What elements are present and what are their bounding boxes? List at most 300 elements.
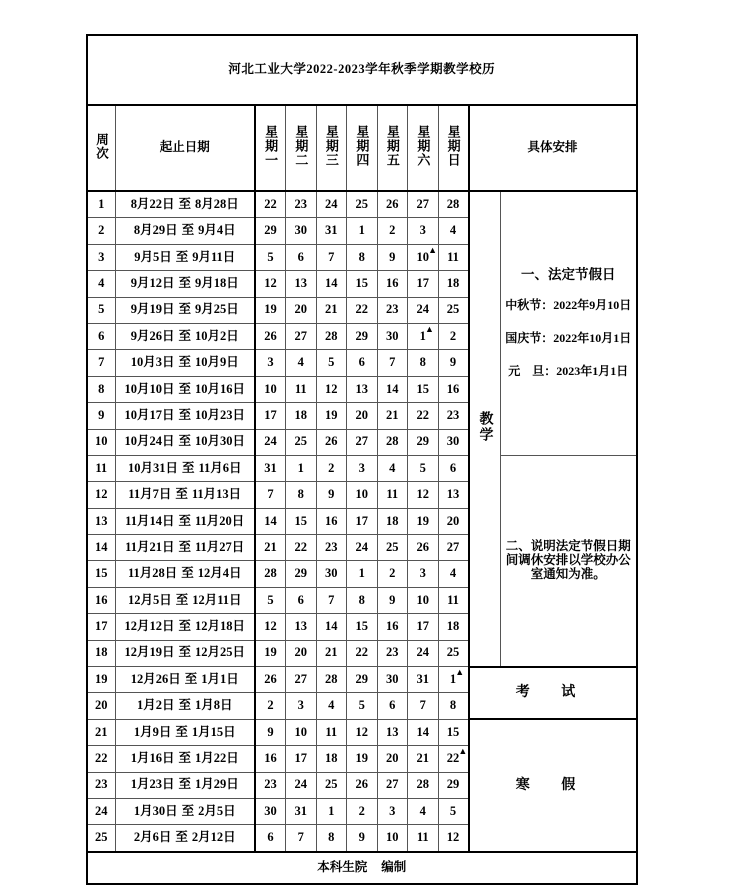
day-cell: 17 (286, 746, 317, 772)
day-cell: 23 (286, 191, 317, 218)
day-cell: 8 (408, 350, 439, 376)
date-range: 9月12日 至 9月18日 (115, 271, 255, 297)
day-cell: 26 (255, 323, 286, 349)
week-number: 25 (87, 825, 115, 852)
day-cell: 26 (316, 429, 347, 455)
between-label: 至 (178, 777, 191, 792)
day-cell: 12 (255, 271, 286, 297)
day-cell: 6 (377, 693, 408, 719)
day-cell: 11 (316, 719, 347, 745)
between-label: 至 (178, 196, 191, 211)
day-cell: 7 (316, 244, 347, 270)
day-cell: 3 (408, 218, 439, 244)
day-cell: 4 (408, 798, 439, 824)
day-cell: 23 (438, 403, 469, 429)
week-number: 14 (87, 535, 115, 561)
day-cell: 28 (408, 772, 439, 798)
date-range: 1月16日 至 1月22日 (115, 746, 255, 772)
day-cell: 16 (377, 614, 408, 640)
day-cell: 14 (377, 376, 408, 402)
day-cell: 26 (408, 535, 439, 561)
day-cell: 22 (408, 403, 439, 429)
day-cell: 19 (347, 746, 378, 772)
day-cell: 3 (377, 798, 408, 824)
day-cell: 31 (408, 667, 439, 693)
between-label: 至 (178, 275, 191, 290)
week-number: 2 (87, 218, 115, 244)
day-cell: 1 (316, 798, 347, 824)
date-range: 9月5日 至 9月11日 (115, 244, 255, 270)
day-cell: 24 (408, 640, 439, 666)
day-cell: 7 (316, 587, 347, 613)
day-cell: 3 (255, 350, 286, 376)
table-row (87, 719, 637, 745)
between-label: 至 (178, 539, 191, 554)
date-range: 10月24日 至 10月30日 (115, 429, 255, 455)
day-cell: 13 (286, 614, 317, 640)
day-cell: 25 (438, 297, 469, 323)
header-weekday-thu (347, 105, 378, 191)
day-cell: 30 (255, 798, 286, 824)
day-cell: 12 (316, 376, 347, 402)
day-cell: 31 (255, 455, 286, 481)
exam-period-label: 考 试 (515, 685, 590, 701)
date-range: 11月14日 至 11月20日 (115, 508, 255, 534)
between-label: 至 (175, 724, 188, 739)
day-cell: 5 (408, 455, 439, 481)
day-cell: 21 (316, 640, 347, 666)
day-cell: 9 (316, 482, 347, 508)
day-cell: 8 (438, 693, 469, 719)
holiday-marker-icon: ▲ (455, 666, 465, 677)
day-cell: 5 (316, 350, 347, 376)
day-cell: 10 (255, 376, 286, 402)
day-cell: 15 (438, 719, 469, 745)
day-cell: 11 (377, 482, 408, 508)
day-cell: 30 (286, 218, 317, 244)
notes-legal-holidays (501, 191, 637, 455)
day-cell: 13 (377, 719, 408, 745)
day-cell: 28 (255, 561, 286, 587)
between-label: 至 (178, 302, 191, 317)
day-cell: 23 (377, 297, 408, 323)
day-cell: 2 (347, 798, 378, 824)
day-cell: 7 (286, 825, 317, 852)
date-range: 9月26日 至 10月2日 (115, 323, 255, 349)
day-cell: 21 (316, 297, 347, 323)
day-cell: 5 (438, 798, 469, 824)
footer-cell (87, 852, 637, 884)
day-cell: 23 (255, 772, 286, 798)
day-cell: 20 (438, 508, 469, 534)
day-cell: 14 (316, 271, 347, 297)
between-label: 至 (175, 830, 188, 845)
header-weekday-mon (255, 105, 286, 191)
day-cell: 17 (408, 614, 439, 640)
week-number: 4 (87, 271, 115, 297)
exam-period-cell (469, 667, 637, 720)
between-label: 至 (178, 513, 191, 528)
week-number: 5 (87, 297, 115, 323)
between-label: 至 (175, 487, 188, 502)
day-cell: 25 (438, 640, 469, 666)
between-label: 至 (181, 460, 195, 475)
day-cell: 22 (347, 640, 378, 666)
day-cell: 25 (347, 191, 378, 218)
day-cell (438, 667, 469, 693)
week-number: 23 (87, 772, 115, 798)
day-cell: 25 (377, 535, 408, 561)
day-cell: 2 (255, 693, 286, 719)
header-arrangement: 具体安排 (469, 105, 637, 191)
table-row (87, 455, 637, 481)
date-range: 8月22日 至 8月28日 (115, 191, 255, 218)
day-cell: 3 (286, 693, 317, 719)
day-cell: 23 (377, 640, 408, 666)
day-cell: 9 (347, 825, 378, 852)
day-cell: 6 (255, 825, 286, 852)
day-cell: 18 (438, 614, 469, 640)
day-cell: 24 (286, 772, 317, 798)
week-number: 22 (87, 746, 115, 772)
day-cell: 22 (286, 535, 317, 561)
between-label: 至 (178, 407, 191, 422)
table-row (87, 667, 637, 693)
header-week-no-label: 周次 (94, 132, 109, 160)
between-label: 至 (178, 619, 191, 634)
between-label: 至 (175, 249, 189, 264)
footer-row (87, 852, 637, 884)
day-cell: 2 (377, 561, 408, 587)
header-weekday-wed (316, 105, 347, 191)
day-cell: 29 (347, 323, 378, 349)
date-range: 9月19日 至 9月25日 (115, 297, 255, 323)
date-range: 1月30日 至 2月5日 (115, 798, 255, 824)
day-cell: 28 (377, 429, 408, 455)
day-cell: 24 (347, 535, 378, 561)
day-cell: 18 (286, 403, 317, 429)
day-cell: 7 (377, 350, 408, 376)
day-cell: 23 (316, 535, 347, 561)
day-cell: 14 (316, 614, 347, 640)
day-cell: 16 (255, 746, 286, 772)
week-number: 19 (87, 667, 115, 693)
week-number: 13 (87, 508, 115, 534)
day-cell: 8 (286, 482, 317, 508)
day-cell: 30 (316, 561, 347, 587)
footer-compiled: 编制 (381, 859, 407, 874)
day-cell: 12 (408, 482, 439, 508)
header-week-no (87, 105, 115, 191)
day-cell: 1 (347, 218, 378, 244)
day-cell: 24 (255, 429, 286, 455)
day-cell: 9 (377, 587, 408, 613)
holiday-note-item: 国庆节：2022年10月1日 (505, 331, 632, 346)
notes-explanation (501, 455, 637, 666)
day-cell: 16 (438, 376, 469, 402)
week-number: 12 (87, 482, 115, 508)
day-cell: 29 (438, 772, 469, 798)
header-weekday-sun (438, 105, 469, 191)
between-label: 至 (178, 355, 191, 370)
notes-heading-explanation: 二、说明 (505, 539, 556, 554)
day-cell: 18 (438, 271, 469, 297)
day-cell: 2 (316, 455, 347, 481)
weekday-thu-label: 星期四 (354, 125, 370, 168)
day-cell: 27 (286, 323, 317, 349)
week-number: 21 (87, 719, 115, 745)
day-cell: 26 (377, 191, 408, 218)
day-cell: 29 (408, 429, 439, 455)
holiday-note-item: 中秋节：2022年9月10日 (505, 298, 632, 313)
academic-calendar (86, 34, 637, 885)
day-cell: 15 (408, 376, 439, 402)
day-cell: 15 (347, 271, 378, 297)
day-cell: 3 (408, 561, 439, 587)
day-cell: 20 (377, 746, 408, 772)
day-cell: 20 (286, 640, 317, 666)
between-label: 至 (181, 223, 195, 238)
between-label: 至 (178, 751, 191, 766)
header-weekday-fri (377, 105, 408, 191)
date-range: 11月28日 至 12月4日 (115, 561, 255, 587)
date-range: 1月9日 至 1月15日 (115, 719, 255, 745)
day-cell: 26 (347, 772, 378, 798)
weekday-fri-label: 星期五 (384, 125, 400, 168)
day-cell: 19 (316, 403, 347, 429)
week-number: 15 (87, 561, 115, 587)
day-cell: 10 (347, 482, 378, 508)
date-range: 8月29日 至 9月4日 (115, 218, 255, 244)
day-cell: 2 (377, 218, 408, 244)
day-cell: 12 (347, 719, 378, 745)
day-cell: 25 (286, 429, 317, 455)
day-cell: 13 (347, 376, 378, 402)
day-cell: 8 (316, 825, 347, 852)
day-cell: 13 (438, 482, 469, 508)
day-cell: 29 (255, 218, 286, 244)
between-label: 至 (178, 381, 191, 396)
page-title: 河北工业大学2022-2023学年秋季学期教学校历 (87, 35, 637, 105)
day-cell: 2 (438, 323, 469, 349)
day-cell: 16 (316, 508, 347, 534)
day-cell: 28 (316, 323, 347, 349)
day-cell: 10 (377, 825, 408, 852)
day-cell (408, 323, 439, 349)
day-cell (408, 244, 439, 270)
between-label: 至 (181, 566, 194, 581)
day-cell: 4 (286, 350, 317, 376)
day-cell: 1 (347, 561, 378, 587)
day-cell: 3 (347, 455, 378, 481)
day-cell: 27 (408, 191, 439, 218)
day-cell: 18 (316, 746, 347, 772)
day-cell: 10 (286, 719, 317, 745)
date-range: 1月23日 至 1月29日 (115, 772, 255, 798)
day-cell: 27 (438, 535, 469, 561)
day-cell: 27 (286, 667, 317, 693)
week-number: 24 (87, 798, 115, 824)
date-range: 10月10日 至 10月16日 (115, 376, 255, 402)
week-number: 9 (87, 403, 115, 429)
between-label: 至 (175, 592, 189, 607)
date-range: 1月2日 至 1月8日 (115, 693, 255, 719)
day-cell: 26 (255, 667, 286, 693)
week-number: 1 (87, 191, 115, 218)
day-cell: 6 (347, 350, 378, 376)
day-cell: 9 (255, 719, 286, 745)
header-weekday-sat (408, 105, 439, 191)
date-range: 12月5日 至 12月11日 (115, 587, 255, 613)
day-cell: 4 (438, 218, 469, 244)
day-cell: 19 (255, 297, 286, 323)
day-cell: 10 (408, 587, 439, 613)
week-number: 18 (87, 640, 115, 666)
week-number: 8 (87, 376, 115, 402)
day-cell: 16 (377, 271, 408, 297)
holiday-day: 22 ▲ (446, 746, 468, 766)
day-cell: 13 (286, 271, 317, 297)
day-cell (438, 746, 469, 772)
day-cell: 20 (347, 403, 378, 429)
holiday-marker-icon: ▲ (424, 323, 434, 334)
day-cell: 5 (255, 587, 286, 613)
day-cell: 22 (347, 297, 378, 323)
day-cell: 21 (255, 535, 286, 561)
day-cell: 15 (347, 614, 378, 640)
holiday-marker-icon: ▲ (458, 746, 468, 757)
holiday-day: 1 ▲ (419, 323, 434, 343)
date-range: 11月7日 至 11月13日 (115, 482, 255, 508)
date-range: 10月17日 至 10月23日 (115, 403, 255, 429)
between-label: 至 (178, 328, 191, 343)
title-row (87, 35, 637, 105)
holiday-day: 1 ▲ (449, 666, 465, 686)
winter-break-label: 寒 假 (515, 777, 590, 793)
day-cell: 27 (377, 772, 408, 798)
day-cell: 12 (438, 825, 469, 852)
day-cell: 14 (408, 719, 439, 745)
teaching-period-text: 教学 (477, 410, 493, 443)
day-cell: 19 (408, 508, 439, 534)
date-range: 10月3日 至 10月9日 (115, 350, 255, 376)
day-cell: 30 (377, 667, 408, 693)
date-range: 11月21日 至 11月27日 (115, 535, 255, 561)
day-cell: 8 (347, 244, 378, 270)
day-cell: 24 (316, 191, 347, 218)
day-cell: 11 (438, 244, 469, 270)
day-cell: 30 (377, 323, 408, 349)
day-cell: 22 (255, 191, 286, 218)
day-cell: 11 (438, 587, 469, 613)
day-cell: 4 (316, 693, 347, 719)
day-cell: 9 (438, 350, 469, 376)
date-range: 12月12日 至 12月18日 (115, 614, 255, 640)
weekday-wed-label: 星期三 (323, 125, 339, 168)
weekday-sat-label: 星期六 (415, 125, 431, 168)
week-number: 6 (87, 323, 115, 349)
day-cell: 31 (316, 218, 347, 244)
day-cell: 4 (377, 455, 408, 481)
holiday-marker-icon: ▲ (428, 244, 437, 255)
day-cell: 30 (438, 429, 469, 455)
day-cell: 15 (286, 508, 317, 534)
week-number: 11 (87, 455, 115, 481)
notes-heading-holidays: 一、法定节假日 (521, 267, 616, 283)
between-label: 至 (181, 803, 195, 818)
day-cell: 11 (286, 376, 317, 402)
day-cell: 6 (286, 244, 317, 270)
between-label: 至 (184, 671, 198, 686)
day-cell: 5 (255, 244, 286, 270)
day-cell: 17 (347, 508, 378, 534)
date-range: 12月26日 至 1月1日 (115, 667, 255, 693)
holiday-day: 10 ▲ (416, 244, 437, 264)
day-cell: 31 (286, 798, 317, 824)
day-cell: 20 (286, 297, 317, 323)
week-number: 20 (87, 693, 115, 719)
calendar-table (86, 34, 638, 885)
day-cell: 8 (347, 587, 378, 613)
day-cell: 1 (286, 455, 317, 481)
week-number: 10 (87, 429, 115, 455)
winter-break-cell (469, 719, 637, 851)
day-cell: 21 (408, 746, 439, 772)
holiday-note-item: 元 旦：2023年1月1日 (508, 364, 629, 379)
notes-explanation-body: 法定节假日期间调休安排以学校办公室通知为准。 (505, 539, 631, 581)
header-date-range: 起止日期 (115, 105, 255, 191)
day-cell: 19 (255, 640, 286, 666)
day-cell: 4 (438, 561, 469, 587)
day-cell: 7 (408, 693, 439, 719)
day-cell: 17 (255, 403, 286, 429)
day-cell: 24 (408, 297, 439, 323)
day-cell: 17 (408, 271, 439, 297)
footer-department: 本科生院 (317, 859, 368, 874)
day-cell: 12 (255, 614, 286, 640)
weekday-sun-label: 星期日 (445, 125, 461, 168)
day-cell: 6 (286, 587, 317, 613)
weekday-mon-label: 星期一 (263, 125, 279, 168)
day-cell: 7 (255, 482, 286, 508)
day-cell: 28 (438, 191, 469, 218)
table-row (87, 191, 637, 218)
week-number: 16 (87, 587, 115, 613)
day-cell: 11 (408, 825, 439, 852)
day-cell: 18 (377, 508, 408, 534)
weekday-tue-label: 星期二 (293, 125, 309, 168)
day-cell: 14 (255, 508, 286, 534)
week-number: 7 (87, 350, 115, 376)
day-cell: 6 (438, 455, 469, 481)
date-range: 2月6日 至 2月12日 (115, 825, 255, 852)
week-number: 17 (87, 614, 115, 640)
week-number: 3 (87, 244, 115, 270)
teaching-period-label (469, 191, 501, 667)
date-range: 12月19日 至 12月25日 (115, 640, 255, 666)
day-cell: 25 (316, 772, 347, 798)
day-cell: 21 (377, 403, 408, 429)
between-label: 至 (178, 645, 191, 660)
day-cell: 28 (316, 667, 347, 693)
day-cell: 29 (347, 667, 378, 693)
day-cell: 29 (286, 561, 317, 587)
between-label: 至 (178, 434, 191, 449)
header-row (87, 105, 637, 191)
header-weekday-tue (286, 105, 317, 191)
day-cell: 27 (347, 429, 378, 455)
date-range: 10月31日 至 11月6日 (115, 455, 255, 481)
